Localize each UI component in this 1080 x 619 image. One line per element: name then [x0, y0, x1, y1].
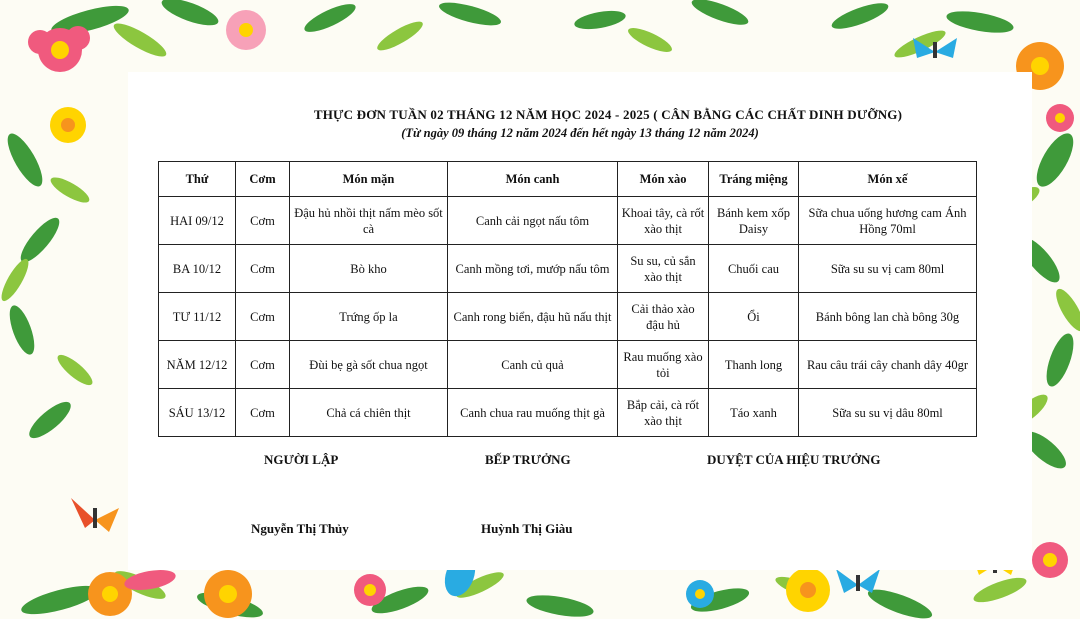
cell-stir-fry: Khoai tây, cà rốt xào thịt	[618, 197, 709, 245]
cell-dessert: Ổi	[709, 293, 799, 341]
cell-afternoon-snack: Rau câu trái cây chanh dây 40gr	[799, 341, 977, 389]
column-header-dessert: Tráng miệng	[709, 162, 799, 197]
table-row	[159, 389, 977, 437]
column-header-rice: Cơm	[236, 162, 290, 197]
table-row	[159, 293, 977, 341]
cell-day: HAI 09/12	[159, 197, 236, 245]
column-header-afternoon-snack: Món xế	[799, 162, 977, 197]
preparer-name: Nguyễn Thị Thủy	[251, 521, 349, 536]
cell-afternoon-snack: Bánh bông lan chà bông 30g	[799, 293, 977, 341]
table-row	[159, 245, 977, 293]
chef-label: BẾP TRƯỞNG	[485, 452, 571, 467]
cell-day: BA 10/12	[159, 245, 236, 293]
cell-main-dish: Chả cá chiên thịt	[290, 389, 448, 437]
table-header-row	[159, 162, 977, 197]
weekly-menu-table	[158, 161, 977, 437]
cell-soup: Canh mồng tơi, mướp nấu tôm	[448, 245, 618, 293]
cell-rice: Cơm	[236, 293, 290, 341]
cell-stir-fry: Su su, củ sắn xào thịt	[618, 245, 709, 293]
preparer-label: NGƯỜI LẬP	[264, 452, 339, 467]
column-header-soup: Món canh	[448, 162, 618, 197]
cell-rice: Cơm	[236, 197, 290, 245]
cell-day: TƯ 11/12	[159, 293, 236, 341]
column-header-stir-fry: Món xào	[618, 162, 709, 197]
cell-stir-fry: Bắp cải, cà rốt xào thịt	[618, 389, 709, 437]
cell-soup: Canh chua rau muống thịt gà	[448, 389, 618, 437]
menu-title: THỰC ĐƠN TUẦN 02 THÁNG 12 NĂM HỌC 2024 - 2025 ( CÂN BẰNG CÁC CHẤT DINH DƯỠNG)	[313, 107, 903, 122]
cell-afternoon-snack: Sữa su su vị dâu 80ml	[799, 389, 977, 437]
cell-soup: Canh cải ngọt nấu tôm	[448, 197, 618, 245]
cell-rice: Cơm	[236, 389, 290, 437]
menu-date-range: (Từ ngày 09 tháng 12 năm 2024 đến hết ngày 13 tháng 12 năm 2024)	[401, 126, 759, 140]
cell-rice: Cơm	[236, 341, 290, 389]
table-row	[159, 197, 977, 245]
cell-dessert: Bánh kem xốp Daisy	[709, 197, 799, 245]
cell-dessert: Chuối cau	[709, 245, 799, 293]
table-row	[159, 341, 977, 389]
cell-soup: Canh củ quả	[448, 341, 618, 389]
cell-stir-fry: Rau muống xào tỏi	[618, 341, 709, 389]
cell-main-dish: Đùi bẹ gà sốt chua ngọt	[290, 341, 448, 389]
cell-main-dish: Bò kho	[290, 245, 448, 293]
cell-main-dish: Đậu hủ nhồi thịt nấm mèo sốt cà	[290, 197, 448, 245]
cell-afternoon-snack: Sữa chua uống hương cam Ánh Hồng 70ml	[799, 197, 977, 245]
cell-stir-fry: Cải thảo xào đậu hủ	[618, 293, 709, 341]
cell-soup: Canh rong biển, đậu hũ nấu thịt	[448, 293, 618, 341]
cell-dessert: Táo xanh	[709, 389, 799, 437]
principal-approval-label: DUYỆT CỦA HIỆU TRƯỞNG	[707, 452, 881, 467]
cell-afternoon-snack: Sữa su su vị cam 80ml	[799, 245, 977, 293]
chef-name: Huỳnh Thị Giàu	[481, 521, 573, 536]
column-header-main-dish: Món mặn	[290, 162, 448, 197]
cell-rice: Cơm	[236, 245, 290, 293]
cell-day: NĂM 12/12	[159, 341, 236, 389]
cell-day: SÁU 13/12	[159, 389, 236, 437]
cell-dessert: Thanh long	[709, 341, 799, 389]
column-header-day: Thứ	[159, 162, 236, 197]
cell-main-dish: Trứng ốp la	[290, 293, 448, 341]
